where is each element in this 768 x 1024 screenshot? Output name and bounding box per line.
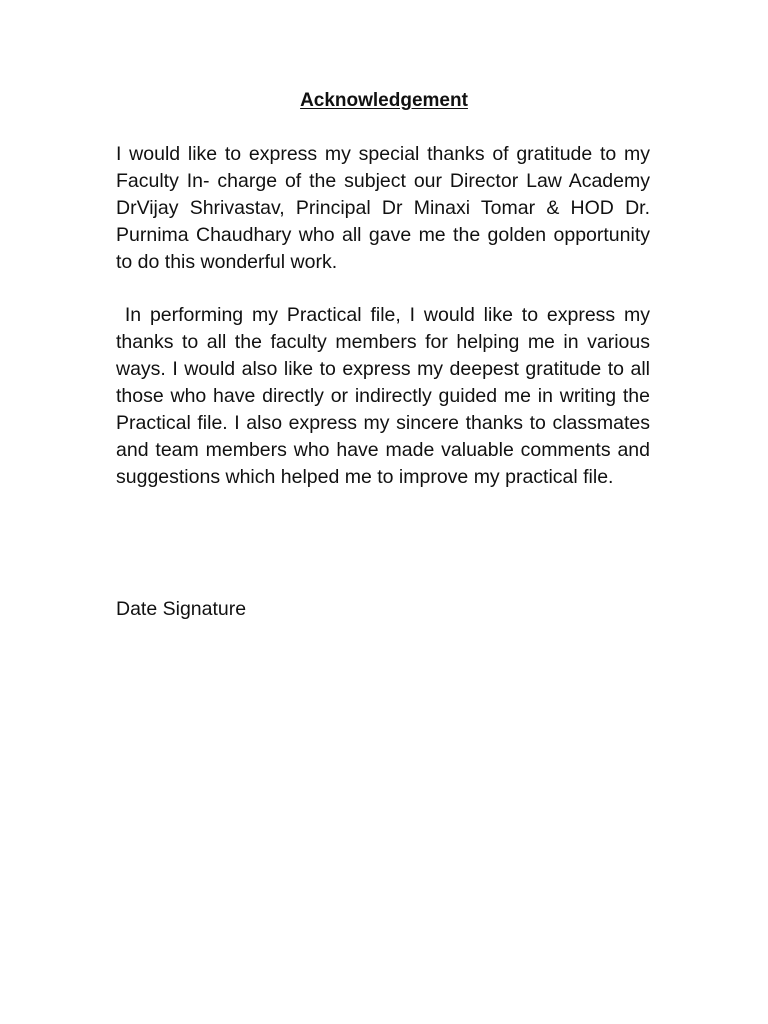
document-title: Acknowledgement — [300, 90, 468, 111]
date-signature-line: Date Signature — [116, 598, 247, 620]
paragraph-gratitude: I would like to express my special thanks of gratitude to my Faculty In- charge of the subject our Director Law Academy DrVijay Shrivastav, Principal Dr Minaxi Tomar & HOD Dr. Purnima Chaudhary who all gave me the golden opportunity to do this wonderful work. — [116, 143, 656, 273]
paragraph-thanks: In performing my Practical file, I would like to express my thanks to all the faculty members for helping me in various ways. I would also like to express my deepest gratitude to all those who have directly or indirectly guided me in writing the Practical file. I also express my sincere thanks to classmates and team members who have made valuable comments and suggestions which helped me to improve my practical file. — [116, 304, 656, 488]
